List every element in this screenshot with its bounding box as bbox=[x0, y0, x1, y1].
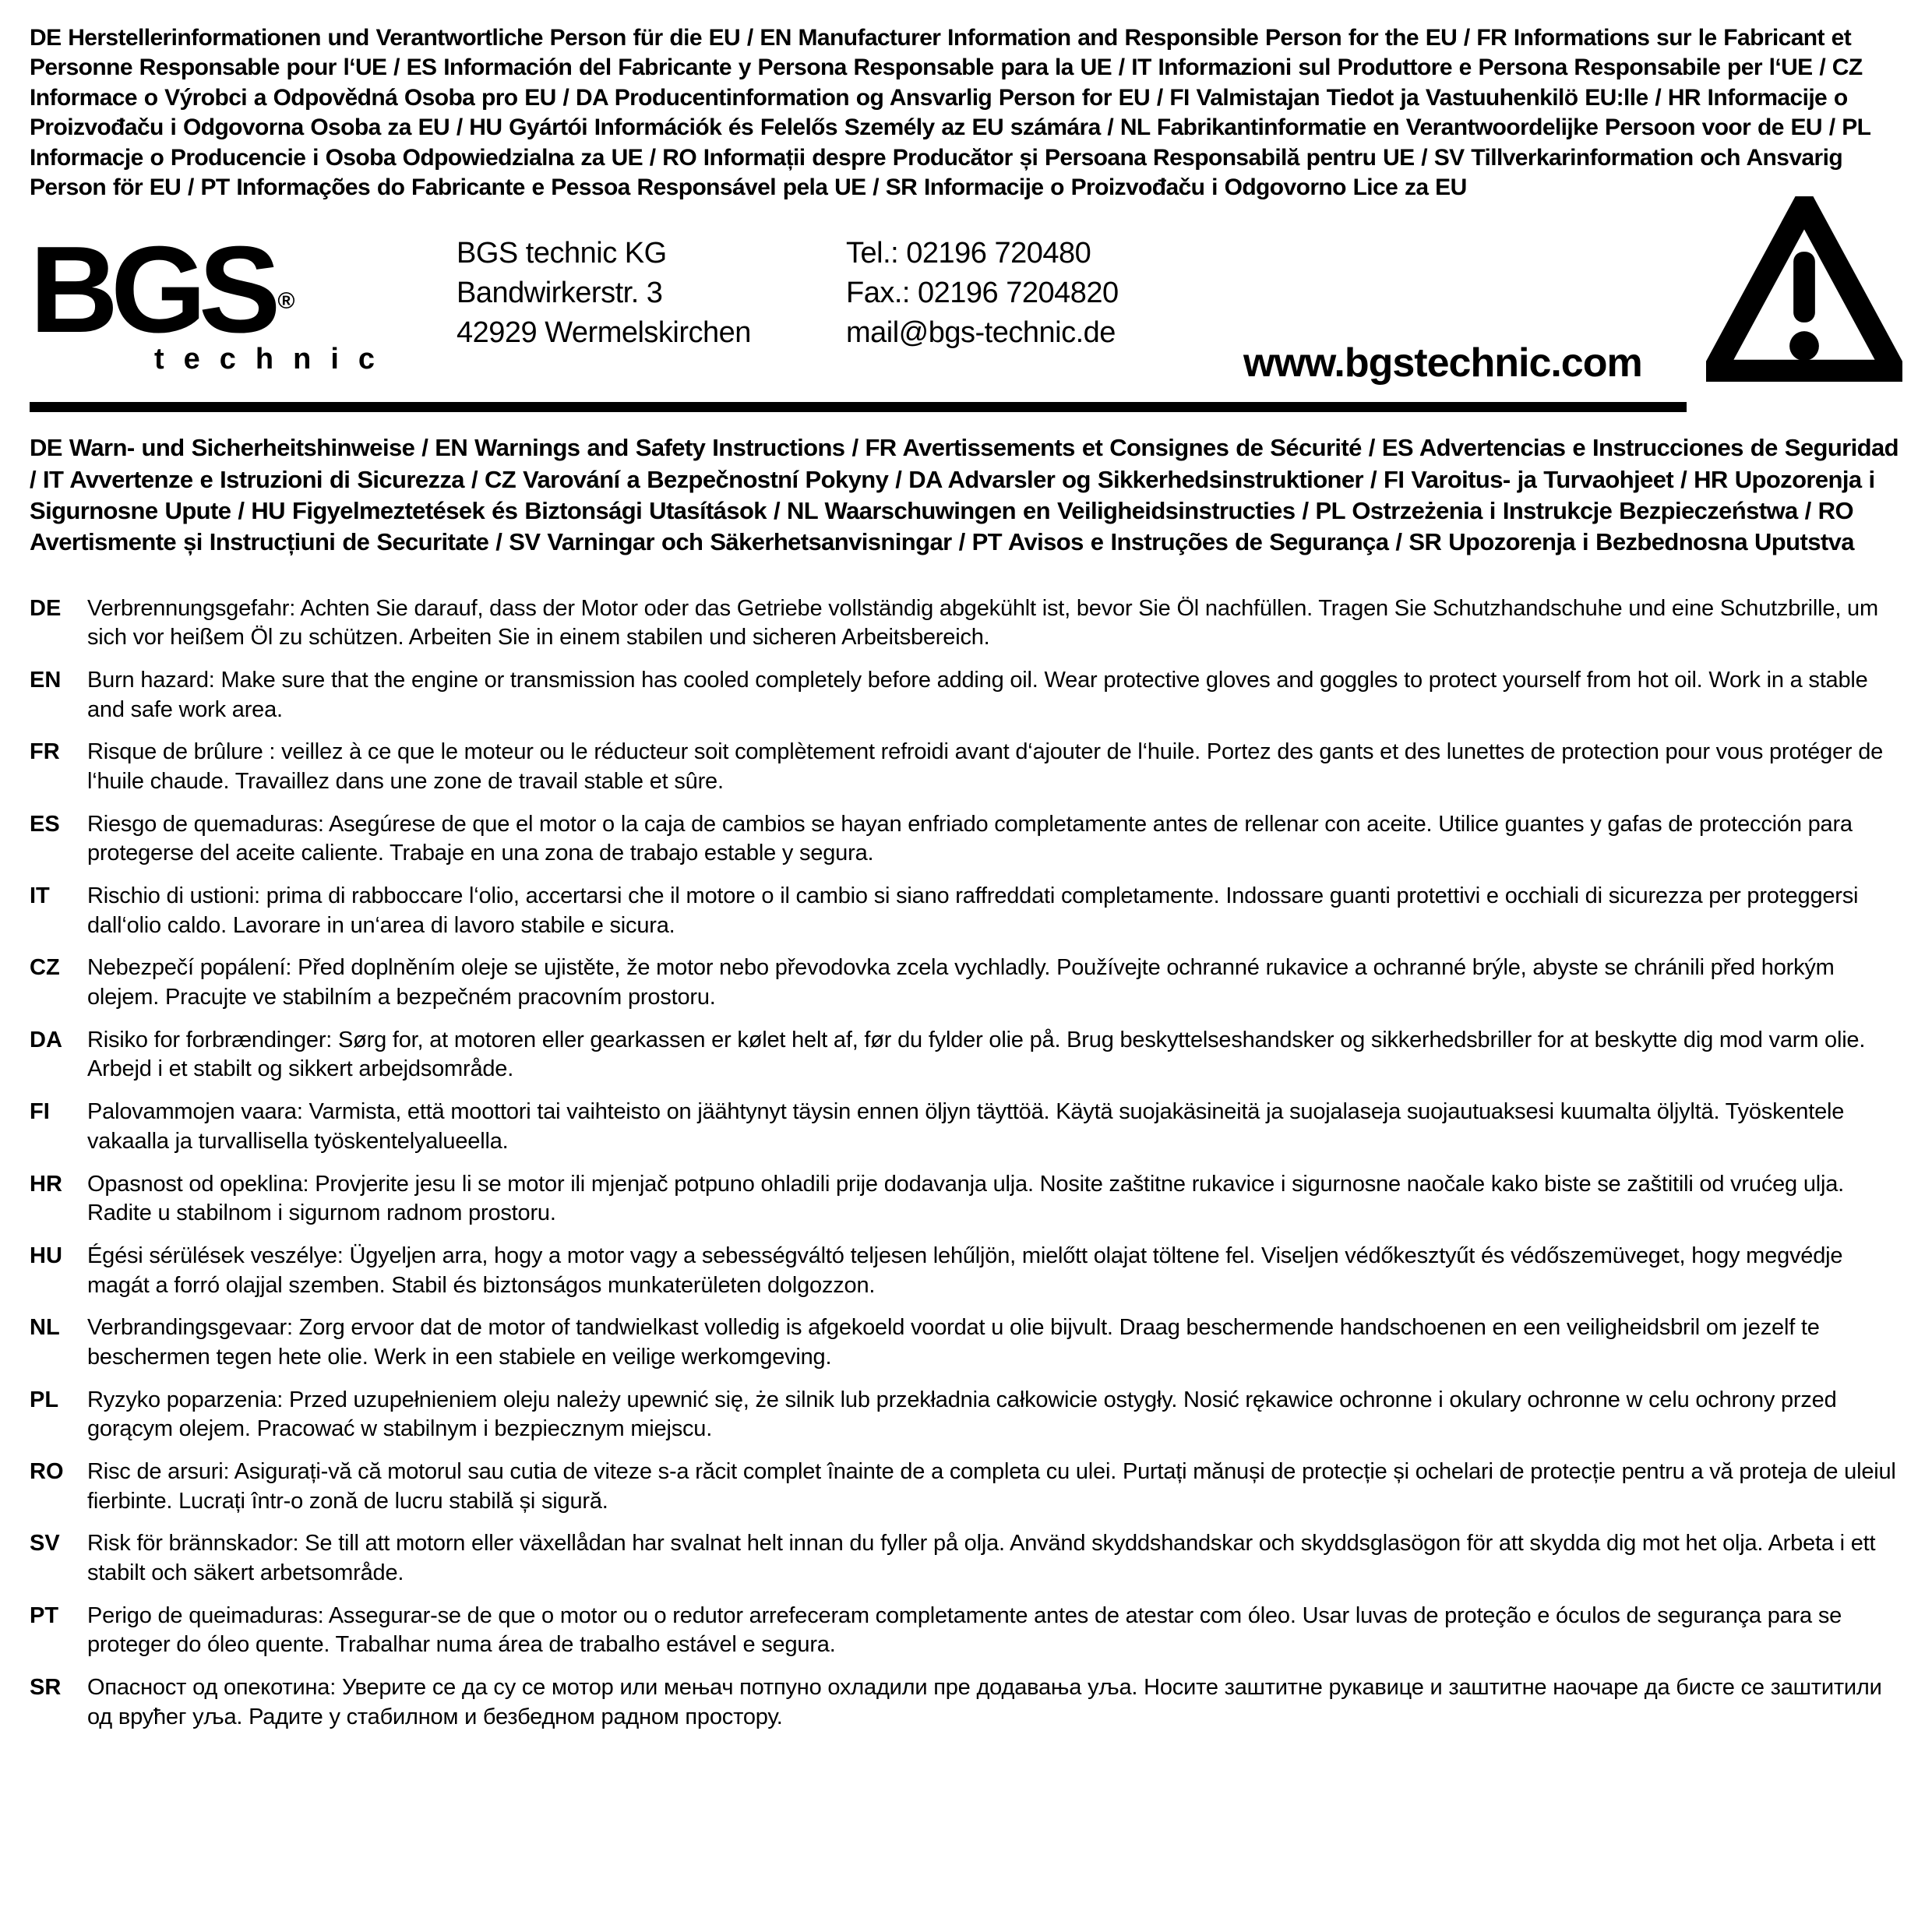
warning-row bbox=[30, 594, 1902, 653]
warning-row bbox=[30, 882, 1902, 940]
bgs-logo-subtext: technic bbox=[154, 342, 395, 375]
warning-row bbox=[30, 1098, 1902, 1156]
warnings-list bbox=[30, 594, 1902, 1733]
divider-rule bbox=[30, 402, 1687, 412]
warning-text: Égési sérülések veszélye: Ügyeljen arra, hogy a motor vagy a sebességváltó teljesen lehűljön, mielőtt olajat töltene fel. Viseljen védőkesztyűt és védőszemüveget, hogy megvédje magát a forró olajjal szemben. Stabil és biztonságos munkaterületen dolgozzon. bbox=[87, 1243, 1843, 1298]
warning-language-code: IT bbox=[30, 883, 50, 909]
warning-row bbox=[30, 738, 1902, 796]
warning-row bbox=[30, 1458, 1902, 1516]
warning-text: Riesgo de quemaduras: Asegúrese de que el motor o la caja de cambios se hayan enfriado completamente antes de rellenar con aceite. Utilice guantes y gafas de protección para protegerse del aceite caliente. Trabaje en una zona de trabajo estable y segura. bbox=[87, 811, 1853, 866]
warning-row bbox=[30, 1170, 1902, 1229]
warning-text: Perigo de queimaduras: Assegurar-se de que o motor ou o redutor arrefeceram completamente antes de atestar com óleo. Usar luvas de proteção e óculos de segurança para se proteger do óleo quente. Trabalhar numa área de trabalho estável e segura. bbox=[87, 1602, 1842, 1658]
company-address bbox=[457, 234, 830, 353]
warning-row bbox=[30, 1313, 1902, 1372]
warning-text: Nebezpečí popálení: Před doplněním oleje se ujistěte, že motor nebo převodovka zcela vychladly. Používejte ochranné rukavice a ochranné brýle, abyste se chránili před horkým olejem. Pracujte ve stabilním a bezpečném pracovním prostoru. bbox=[87, 955, 1835, 1010]
warning-text: Risiko for forbrændinger: Sørg for, at motoren eller gearkassen er kølet helt af, før du fylder olie på. Brug beskyttelseshandsker og sikkerhedsbriller for at beskytte dig mod varm olie. Arbejd i et stabilt og sikkert arbejdsområde. bbox=[87, 1027, 1866, 1082]
warning-triangle-icon bbox=[1706, 196, 1902, 382]
manufacturer-info-header: DE Herstellerinformationen und Verantwortliche Person für die EU / EN Manufacturer Information and Responsible Person for the EU / FR Informations sur le Fabricant et Personne Responsable pour l‘UE / ES Información del Fabricante y Persona Responsable para la UE / IT Informazioni sul Produttore e Persona Responsabile per l‘UE / CZ Informace o Výrobci a Odpovědná Osoba pro EU / DA Producentinformation og Ansvarlig Person for EU / FI Valmistajan Tiedot ja Vastuuhenkilö EU:lle / HR Informacije o Proizvođaču i Odgovorna Osoba za EU / HU Gyártói Információk és Felelős Személy az EU számára / NL Fabrikantinformatie en Verantwoordelijke Persoon voor de EU / PL Informacje o Producencie i Osoba Odpowiedzialna za UE / RO Informații despre Producător și Persoana Responsabilă pentru UE / SV Tillverkarinformation och Ansvarig Person för EU / PT Informações do Fabricante e Pessoa Responsável pela UE / SR Informacije o Proizvođaču i Odgovorno Lice za EU bbox=[30, 25, 1870, 200]
company-website: www.bgstechnic.com bbox=[1243, 340, 1642, 386]
warning-language-code: SR bbox=[30, 1675, 62, 1701]
warning-language-code: SV bbox=[30, 1531, 60, 1557]
warning-row bbox=[30, 666, 1902, 724]
warning-text: Risc de arsuri: Asigurați-vă că motorul sau cutia de viteze s-a răcit complet înainte de a completa cu ulei. Purtați mănuși de protecție și ochelari de protecție pentru a vă proteja de uleiul fierbinte. Lucrați într-o zonă de lucru stabilă și sigură. bbox=[87, 1459, 1896, 1514]
warning-language-code: FR bbox=[30, 739, 60, 765]
company-fax: Fax.: 02196 7204820 bbox=[846, 277, 1119, 310]
warning-row bbox=[30, 1673, 1902, 1732]
warning-row bbox=[30, 1026, 1902, 1084]
warning-language-code: DA bbox=[30, 1027, 62, 1052]
warning-text: Verbrennungsgefahr: Achten Sie darauf, dass der Motor oder das Getriebe vollständig abgekühlt ist, bevor Sie Öl nachfüllen. Tragen Sie Schutzhandschuhe und eine Schutzbrille, um sich vor heißem Öl zu schützen. Arbeiten Sie in einem stabilen und sicheren Arbeitsbereich. bbox=[87, 595, 1878, 650]
company-city: 42929 Wermelskirchen bbox=[457, 316, 751, 350]
warning-language-code: HU bbox=[30, 1243, 62, 1268]
warning-language-code: CZ bbox=[30, 955, 60, 981]
warning-text: Опасност од опекотина: Уверите се да су се мотор или мењач потпуно охладили пре додавања уља. Носите заштитне рукавице и заштитне наочаре да бисте се заштитили од врућег уља. Радите у стабилном и безбедном радном простору. bbox=[87, 1675, 1882, 1729]
warning-text: Opasnost od opeklina: Provjerite jesu li se motor ili mjenjač potpuno ohladili prije dodavanja ulja. Nosite zaštitne rukavice i sigurnosne naočale kako biste se zaštitili od vrućeg ulja. Radite u stabilnom i sigurnom radnom prostoru. bbox=[87, 1171, 1845, 1226]
company-tel: Tel.: 02196 720480 bbox=[846, 237, 1091, 270]
warning-language-code: FI bbox=[30, 1099, 50, 1125]
warning-row bbox=[30, 1602, 1902, 1660]
warning-language-code: PT bbox=[30, 1602, 59, 1628]
bgs-logo bbox=[30, 221, 435, 375]
warning-language-code: RO bbox=[30, 1459, 64, 1485]
warning-language-code: PL bbox=[30, 1387, 59, 1412]
company-street: Bandwirkerstr. 3 bbox=[457, 277, 663, 310]
warning-text: Ryzyko poparzenia: Przed uzupełnieniem oleju należy upewnić się, że silnik lub przekładnia całkowicie ostygły. Nosić rękawice ochronne i okulary ochronne w celu ochrony przed gorącym olejem. Pracować w stabilnym i bezpiecznym miejscu. bbox=[87, 1387, 1837, 1442]
brand-row bbox=[30, 221, 1902, 390]
warning-language-code: HR bbox=[30, 1171, 62, 1197]
warning-row bbox=[30, 954, 1902, 1012]
warning-text: Burn hazard: Make sure that the engine or transmission has cooled completely before adding oil. Wear protective gloves and goggles to protect yourself from hot oil. Work in a stable and safe work area. bbox=[87, 667, 1868, 722]
registered-trademark-icon: ® bbox=[277, 288, 295, 314]
warning-row bbox=[30, 1386, 1902, 1444]
warning-row bbox=[30, 810, 1902, 869]
warnings-section-title: DE Warn- und Sicherheitshinweise / EN Warnings and Safety Instructions / FR Avertissements et Consignes de Sécurité / ES Advertencias e Instrucciones de Seguridad / IT Avvertenze e Istruzioni di Sicurezza / CZ Varování a Bezpečnostní Pokyny / DA Advarsler og Sikkerhedsinstruktioner / FI Varoitus- ja Turvaohjeet / HR Upozorenja i Sigurnosne Upute / HU Figyelmeztetések és Biztonsági Utasítások / NL Waarschuwingen en Veiligheidsinstructies / PL Ostrzeżenia i Instrukcje Bezpieczeństwa / RO Avertismente și Instrucțiuni de Securitate / SV Varningar och Säkerhetsanvisningar / PT Avisos e Instruções de Segurança / SR Upozorenja i Bezbednosna Uputstva bbox=[30, 434, 1899, 556]
warning-text: Palovammojen vaara: Varmista, että moottori tai vaihteisto on jäähtynyt täysin ennen öljyn täyttöä. Käytä suojakäsineitä ja suojalaseja suojautuaksesi kuumalta öljyltä. Työskentele vakaalla ja turvallisella työskentelyalueella. bbox=[87, 1099, 1845, 1154]
warning-language-code: ES bbox=[30, 811, 60, 837]
company-email: mail@bgs-technic.de bbox=[846, 316, 1116, 350]
warning-text: Risque de brûlure : veillez à ce que le moteur ou le réducteur soit complètement refroidi avant d‘ajouter de l‘huile. Portez des gants et des lunettes de protection pour vous protéger de l‘huile chaude. Travaillez dans une zone de travail stable et sûre. bbox=[87, 739, 1884, 794]
warning-language-code: EN bbox=[30, 667, 62, 693]
warning-text: Rischio di ustioni: prima di rabboccare l‘olio, accertarsi che il motore o il cambio si siano raffreddati completamente. Indossare guanti protettivi e occhiali di sicurezza per proteggersi dall‘olio caldo. Lavorare in un‘area di lavoro stabile e sicura. bbox=[87, 883, 1859, 938]
company-name: BGS technic KG bbox=[457, 237, 667, 270]
warning-language-code: DE bbox=[30, 595, 62, 621]
bgs-logo-wordmark: BGS ® bbox=[30, 221, 295, 359]
warning-text: Risk för brännskador: Se till att motorn eller växellådan har svalnat helt innan du fyller på olja. Använd skyddshandskar och skyddsglasögon för att skydda dig mot het olja. Arbeta i ett stabilt och säkert arbetsområde. bbox=[87, 1531, 1876, 1586]
warning-row bbox=[30, 1529, 1902, 1588]
company-contact bbox=[846, 234, 1220, 353]
warning-row bbox=[30, 1242, 1902, 1300]
warning-text: Verbrandingsgevaar: Zorg ervoor dat de motor of tandwielkast volledig is afgekoeld voordat u olie bijvult. Draag beschermende handschoenen en een veiligheidsbril om jezelf te beschermen tegen hete olie. Werk in een stabiele en veilige werkomgeving. bbox=[87, 1315, 1820, 1370]
warning-language-code: NL bbox=[30, 1315, 60, 1341]
